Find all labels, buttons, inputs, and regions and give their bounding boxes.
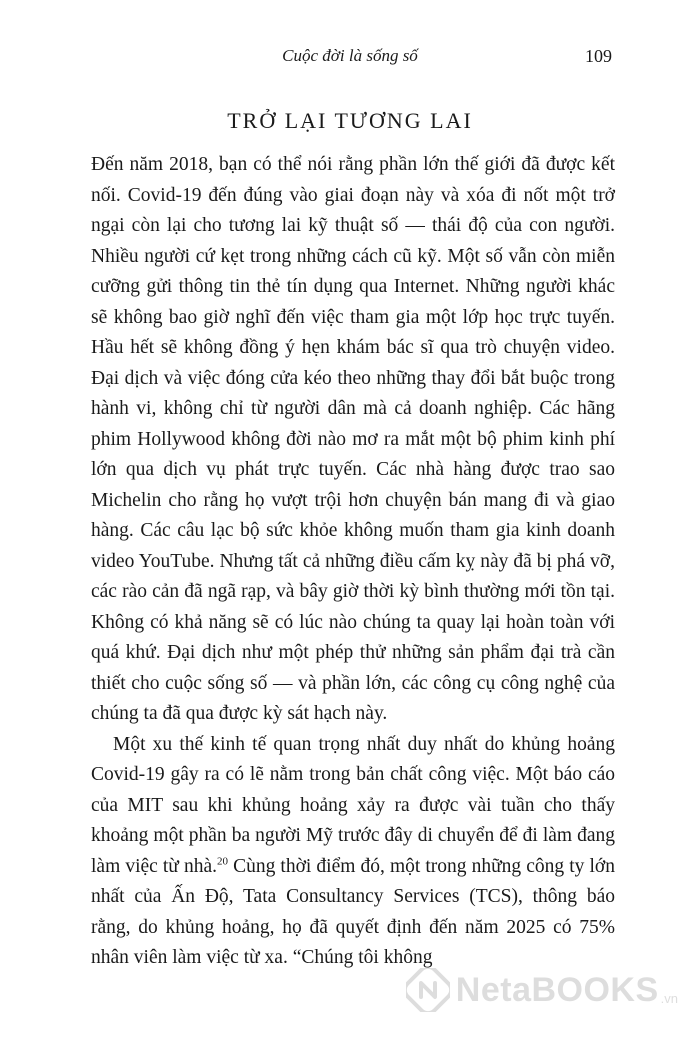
chapter-heading: TRỞ LẠI TƯƠNG LAI	[227, 108, 473, 133]
footnote-marker: 20	[217, 855, 228, 867]
running-header	[0, 44, 700, 68]
paragraph-1: Đến năm 2018, bạn có thể nói rằng phần lớn thế giới đã được kết nối. Covid-19 đến đúng vào giai đoạn này và xóa đi nốt một trở ngại còn lại cho tương lai kỹ thuật số — thái độ của con người. Nhiều người cứ kẹt trong những cách cũ kỹ. Một số vẫn còn miễn cưỡng gửi thông tin thẻ tín dụng qua Internet. Những người khác sẽ không bao giờ nghĩ đến việc tham gia một lớp học trực tuyến. Hầu hết sẽ không đồng ý hẹn khám bác sĩ qua trò chuyện video. Đại dịch và việc đóng cửa kéo theo những thay đổi bắt buộc trong hành vi, không chỉ từ người dân mà cả doanh nghiệp. Các hãng phim Hollywood không đời nào mơ ra mắt một bộ phim kinh phí lớn qua dịch vụ phát trực tuyến. Các nhà hàng được trao sao Michelin cho rằng họ vượt trội hơn chuyện bán mang đi và giao hàng. Các câu lạc bộ sức khỏe không muốn tham gia kinh doanh video YouTube. Nhưng tất cả những điều cấm kỵ này đã bị phá vỡ, các rào cản đã ngã rạp, và bây giờ thời kỳ bình thường mới tồn tại. Không có khả năng sẽ có lúc nào chúng ta quay lại hoàn toàn với quá khứ. Đại dịch như một phép thử những sản phẩm đại trà cần thiết cho cuộc sống số — và phần lớn, các công cụ công nghệ của chúng ta đã qua được kỳ sát hạch này.	[91, 154, 615, 724]
body-text	[91, 150, 615, 974]
netabooks-logo-icon	[406, 968, 450, 1012]
paragraph-2-part-2: Cùng thời điểm đó, một trong những công ty lớn nhất của Ấn Độ, Tata Consultancy Services (TCS), thông báo rằng, do khủng hoảng, họ đã quyết định đến năm 2025 có 75% nhân viên làm việc từ xa. “Chúng tôi không	[91, 855, 615, 968]
watermark-brand: NetaBOOKS	[455, 971, 659, 1009]
page-number: 109	[585, 46, 612, 66]
paragraph-2	[91, 730, 615, 974]
watermark	[406, 964, 678, 1016]
watermark-suffix: .vn	[660, 990, 678, 1006]
running-title: Cuộc đời là sống số	[282, 46, 418, 65]
paragraph-2-part-1: Một xu thế kinh tế quan trọng nhất duy nhất do khủng hoảng Covid-19 gây ra có lẽ nằm trong bản chất công việc. Một báo cáo của MIT sau khi khủng hoảng xảy ra được vài tuần cho thấy khoảng một phần ba người Mỹ trước đây di chuyển để đi làm đang làm việc từ nhà.	[91, 733, 615, 877]
